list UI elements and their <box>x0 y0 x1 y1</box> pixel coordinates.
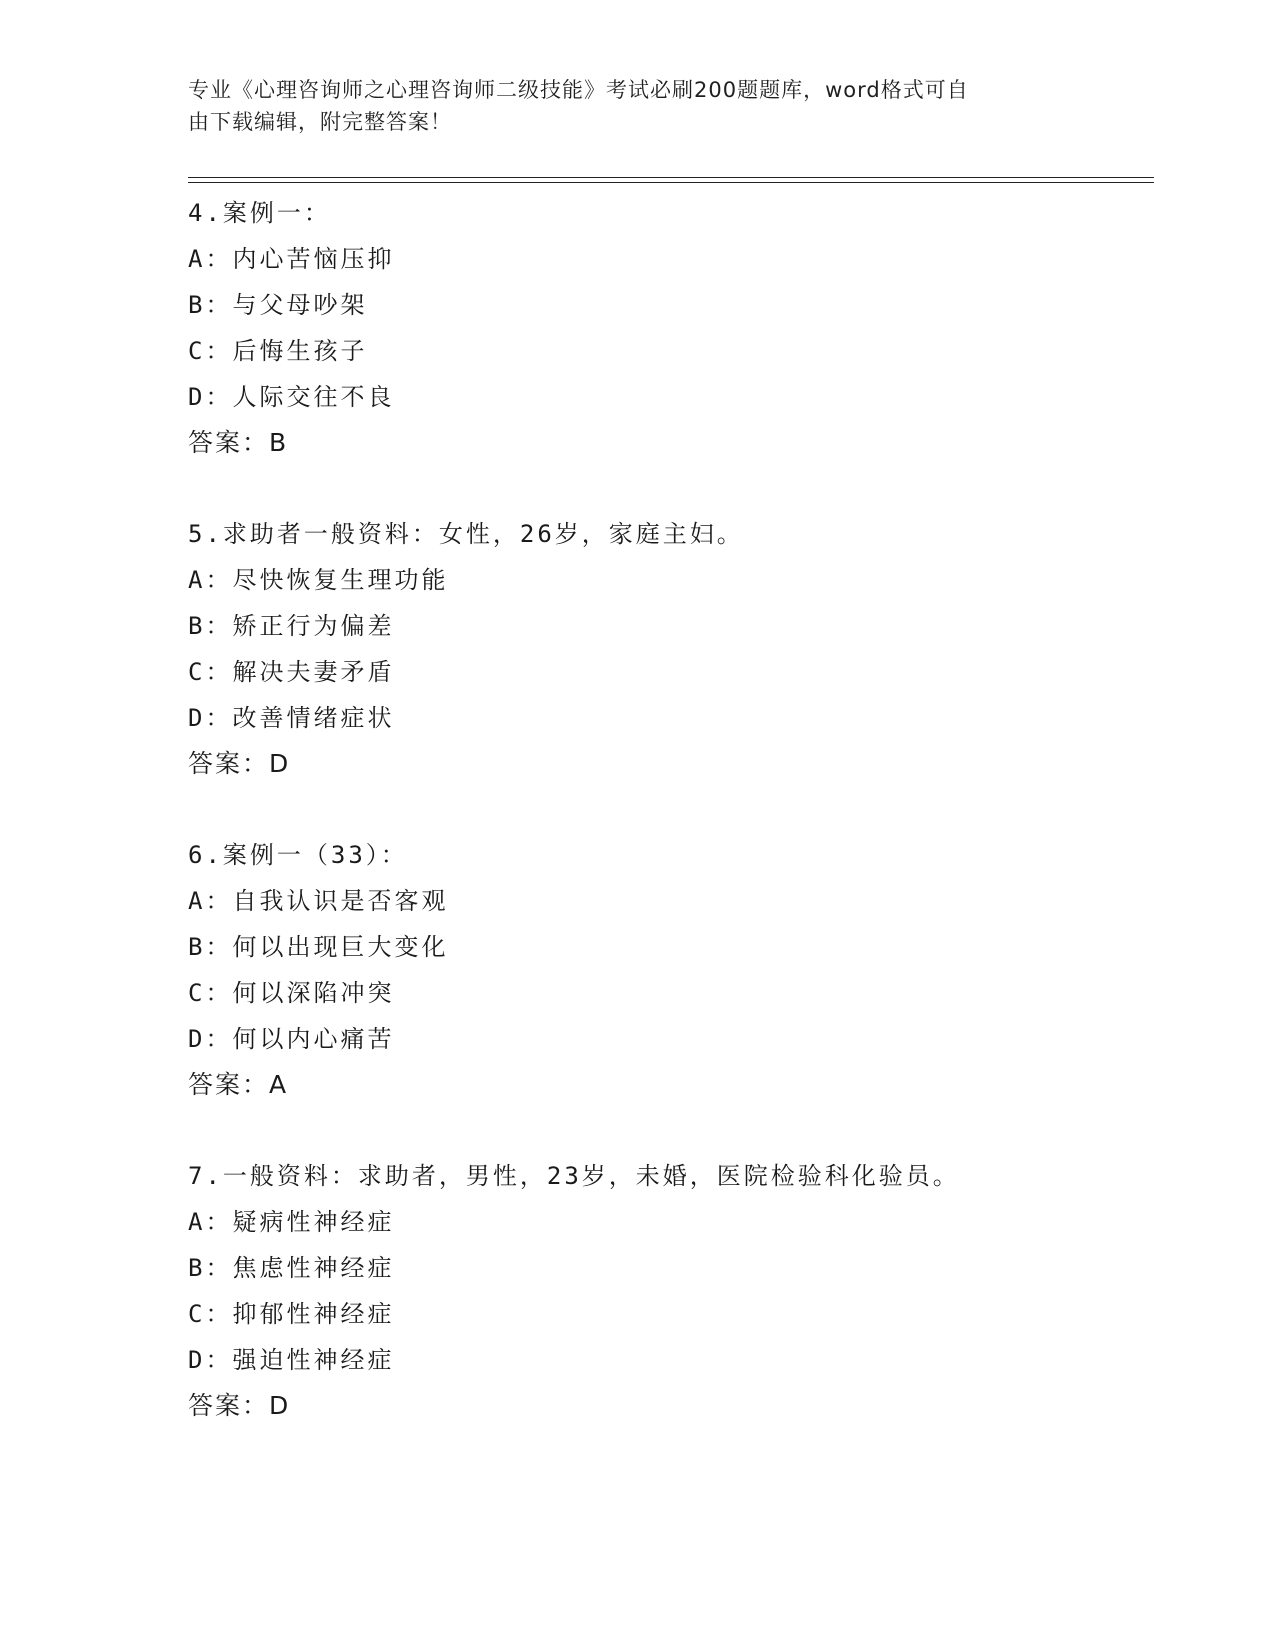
option-c <box>188 649 1148 695</box>
option-key: B： <box>188 933 233 961</box>
document-header <box>188 74 1068 138</box>
option-d <box>188 374 1148 420</box>
option-key: C： <box>188 658 233 686</box>
option-b <box>188 924 1148 970</box>
question-item <box>188 190 1148 466</box>
option-a <box>188 1199 1148 1245</box>
option-key: C： <box>188 337 233 365</box>
question-stem: 6.案例一（33）： <box>188 841 408 869</box>
option-key: A： <box>188 566 233 594</box>
option-key: B： <box>188 612 233 640</box>
option-d <box>188 1337 1148 1383</box>
option-text: 强迫性神经症 <box>232 1346 395 1374</box>
option-key: C： <box>188 979 233 1007</box>
option-text: 疑病性神经症 <box>232 1208 395 1236</box>
option-key: D： <box>188 383 233 411</box>
option-text: 改善情绪症状 <box>232 704 395 732</box>
option-key: A： <box>188 245 233 273</box>
option-text: 抑郁性神经症 <box>232 1300 395 1328</box>
option-a <box>188 878 1148 924</box>
option-text: 自我认识是否客观 <box>232 887 449 915</box>
question-item <box>188 511 1148 787</box>
header-divider-top <box>188 177 1154 178</box>
option-key: B： <box>188 1254 233 1282</box>
option-key: D： <box>188 1025 233 1053</box>
option-text: 焦虑性神经症 <box>232 1254 395 1282</box>
option-text: 人际交往不良 <box>232 383 395 411</box>
option-a <box>188 557 1148 603</box>
question-list <box>188 190 1148 1429</box>
question-stem: 5.求助者一般资料：女性，26岁，家庭主妇。 <box>188 520 744 548</box>
header-line-1: 专业《心理咨询师之心理咨询师二级技能》考试必刷200题题库，word格式可自 <box>188 78 969 102</box>
option-text: 后悔生孩子 <box>232 337 368 365</box>
question-gap <box>188 787 1148 832</box>
answer-line: 答案：B <box>188 428 289 457</box>
option-b <box>188 603 1148 649</box>
question-gap <box>188 466 1148 511</box>
option-key: D： <box>188 1346 233 1374</box>
question-stem: 4.案例一： <box>188 199 331 227</box>
answer-line: 答案：D <box>188 749 291 778</box>
option-b <box>188 1245 1148 1291</box>
option-text: 何以内心痛苦 <box>232 1025 395 1053</box>
question-gap <box>188 1108 1148 1153</box>
option-key: D： <box>188 704 233 732</box>
option-a <box>188 236 1148 282</box>
option-key: B： <box>188 291 233 319</box>
option-text: 何以出现巨大变化 <box>232 933 449 961</box>
option-key: A： <box>188 887 233 915</box>
header-line-2: 由下载编辑，附完整答案！ <box>188 110 452 134</box>
header-divider-bottom <box>188 182 1154 183</box>
option-c <box>188 970 1148 1016</box>
option-text: 解决夫妻矛盾 <box>232 658 395 686</box>
answer-line: 答案：D <box>188 1391 291 1420</box>
option-text: 内心苦恼压抑 <box>232 245 395 273</box>
option-b <box>188 282 1148 328</box>
option-c <box>188 1291 1148 1337</box>
option-text: 何以深陷冲突 <box>232 979 395 1007</box>
option-key: A： <box>188 1208 233 1236</box>
option-text: 与父母吵架 <box>232 291 368 319</box>
option-d <box>188 695 1148 741</box>
question-stem: 7.一般资料：求助者，男性，23岁，未婚，医院检验科化验员。 <box>188 1162 960 1190</box>
option-text: 尽快恢复生理功能 <box>232 566 449 594</box>
option-d <box>188 1016 1148 1062</box>
option-key: C： <box>188 1300 233 1328</box>
question-item <box>188 1153 1148 1429</box>
option-text: 矫正行为偏差 <box>232 612 395 640</box>
option-c <box>188 328 1148 374</box>
question-item <box>188 832 1148 1108</box>
answer-line: 答案：A <box>188 1070 289 1099</box>
